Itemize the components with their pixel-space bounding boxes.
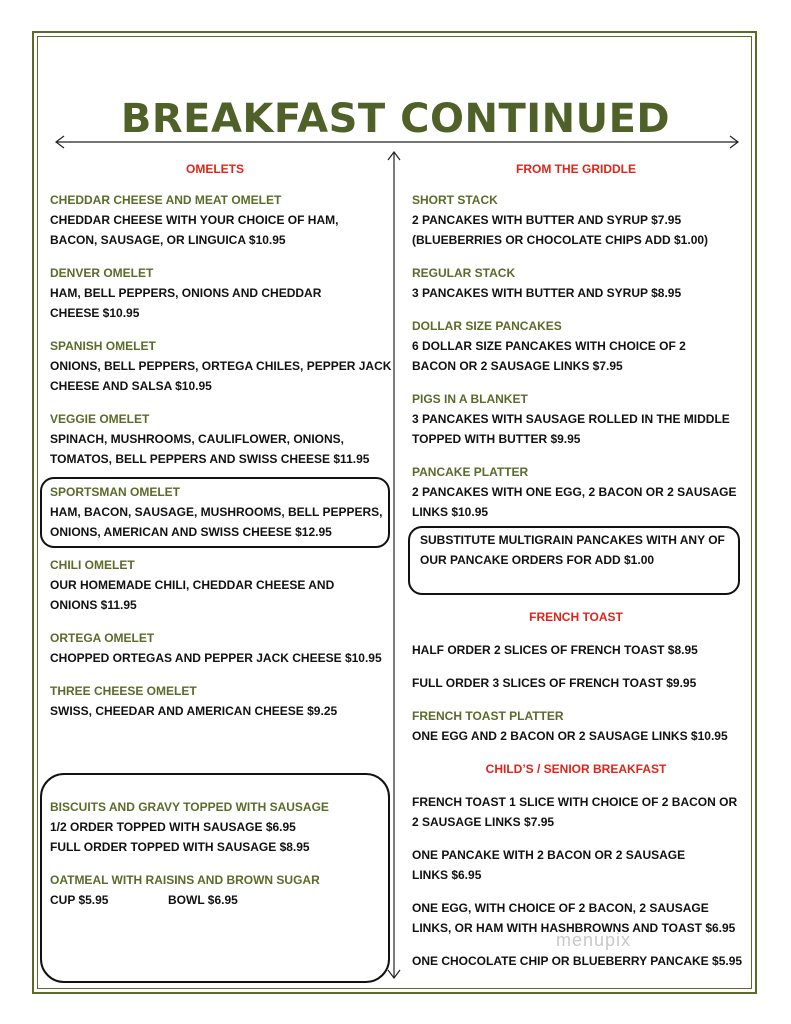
watermark: menupix [556, 930, 632, 950]
menu-item [50, 263, 380, 323]
item-desc: 3 PANCAKES WITH BUTTER AND SYRUP $8.95 [412, 286, 682, 300]
item-desc: CHEESE AND SALSA $10.95 [50, 379, 212, 393]
item-desc: BACON OR 2 SAUSAGE LINKS $7.95 [412, 359, 623, 373]
menu-item [412, 316, 747, 376]
item-desc: CHEDDAR CHEESE WITH YOUR CHOICE OF HAM, [50, 213, 339, 227]
item-name: SHORT STACK [412, 193, 498, 207]
child-item: ONE PANCAKE WITH 2 BACON OR 2 SAUSAGE [412, 848, 686, 862]
substitute-note: SUBSTITUTE MULTIGRAIN PANCAKES WITH ANY OF [420, 533, 725, 547]
child-item: ONE CHOCOLATE CHIP OR BLUEBERRY PANCAKE $5.95 [412, 954, 743, 968]
item-desc: TOPPED WITH BUTTER $9.95 [412, 432, 581, 446]
omelets-heading: OMELETS [185, 162, 244, 176]
menu-item [50, 190, 380, 250]
item-desc: CHOPPED ORTEGAS AND PEPPER JACK CHEESE $10.95 [50, 651, 382, 665]
substitute-note: OUR PANCAKE ORDERS FOR ADD $1.00 [420, 553, 655, 567]
item-desc: 2 PANCAKES WITH BUTTER AND SYRUP $7.95 [412, 213, 682, 227]
french-toast-heading: FRENCH TOAST [529, 610, 623, 624]
item-name: SPANISH OMELET [50, 339, 156, 353]
sportsman-highlight-box [40, 477, 390, 548]
item-desc: 6 DOLLAR SIZE PANCAKES WITH CHOICE OF 2 [412, 339, 686, 353]
item-desc: OUR HOMEMADE CHILI, CHEDDAR CHEESE AND [50, 578, 335, 592]
child-item: FRENCH TOAST 1 SLICE WITH CHOICE OF 2 BACON OR [412, 795, 738, 809]
menu-item [412, 462, 747, 522]
item-desc: 2 PANCAKES WITH ONE EGG, 2 BACON OR 2 SAUSAGE [412, 485, 737, 499]
item-desc: SWISS, CHEEDAR AND AMERICAN CHEESE $9.25 [50, 704, 338, 718]
menu-item [50, 628, 380, 668]
item-name: SPORTSMAN OMELET [50, 485, 181, 499]
item-desc: TOMATOS, BELL PEPPERS AND SWISS CHEESE $11.95 [50, 452, 370, 466]
menu-item [50, 681, 380, 721]
item-desc: ONIONS $11.95 [50, 598, 137, 612]
menu-item [412, 389, 747, 449]
item-desc: HAM, BELL PEPPERS, ONIONS AND CHEDDAR [50, 286, 322, 300]
item-name: VEGGIE OMELET [50, 412, 150, 426]
french-toast-full: FULL ORDER 3 SLICES OF FRENCH TOAST $9.95 [412, 676, 697, 690]
item-name: REGULAR STACK [412, 266, 516, 280]
oatmeal-cup-price: CUP $5.95 [50, 893, 109, 907]
item-name: PANCAKE PLATTER [412, 465, 529, 479]
item-name: THREE CHEESE OMELET [50, 684, 197, 698]
item-desc: SPINACH, MUSHROOMS, CAULIFLOWER, ONIONS, [50, 432, 344, 446]
child-item: 2 SAUSAGE LINKS $7.95 [412, 815, 555, 829]
item-name: PIGS IN A BLANKET [412, 392, 528, 406]
item-name: CHILI OMELET [50, 558, 135, 572]
child-item: LINKS $6.95 [412, 868, 482, 882]
item-desc: (BLUEBERRIES OR CHOCOLATE CHIPS ADD $1.00) [412, 233, 709, 247]
item-desc: 3 PANCAKES WITH SAUSAGE ROLLED IN THE MIDDLE [412, 412, 730, 426]
menu-item [50, 336, 392, 396]
item-name: CHEDDAR CHEESE AND MEAT OMELET [50, 193, 282, 207]
griddle-heading: FROM THE GRIDDLE [516, 162, 636, 176]
french-toast-platter [412, 706, 747, 746]
child-item: ONE EGG, WITH CHOICE OF 2 BACON, 2 SAUSAGE [412, 901, 709, 915]
menu-item [50, 409, 380, 469]
item-desc: LINKS $10.95 [412, 505, 489, 519]
page-title: BREAKFAST CONTINUED [120, 96, 671, 142]
child-item: LINKS, OR HAM WITH HASHBROWNS AND TOAST $6.95 [412, 921, 736, 935]
item-desc: BACON, SAUSAGE, OR LINGUICA $10.95 [50, 233, 286, 247]
item-name: ORTEGA OMELET [50, 631, 155, 645]
french-toast-half: HALF ORDER 2 SLICES OF FRENCH TOAST $8.95 [412, 643, 698, 657]
horizontal-double-arrow-icon [54, 134, 740, 150]
item-name: DOLLAR SIZE PANCAKES [412, 319, 562, 333]
child-senior-heading: CHILD’S / SENIOR BREAKFAST [485, 762, 667, 776]
item-desc: FULL ORDER TOPPED WITH SAUSAGE $8.95 [50, 840, 310, 854]
item-desc: 1/2 ORDER TOPPED WITH SAUSAGE $6.95 [50, 820, 296, 834]
item-desc: CHEESE $10.95 [50, 306, 140, 320]
menu-item [412, 190, 747, 250]
item-desc: ONIONS, AMERICAN AND SWISS CHEESE $12.95 [50, 525, 332, 539]
item-name: FRENCH TOAST PLATTER [412, 709, 564, 723]
menu-item [50, 555, 380, 615]
menu-item [412, 263, 747, 303]
item-desc: ONE EGG AND 2 BACON OR 2 SAUSAGE LINKS $10.95 [412, 729, 728, 743]
item-desc: ONIONS, BELL PEPPERS, ORTEGA CHILES, PEPPER JACK [50, 359, 392, 373]
oatmeal-bowl-price: BOWL $6.95 [168, 893, 238, 907]
biscuits-oatmeal-box [40, 773, 390, 983]
item-desc: HAM, BACON, SAUSAGE, MUSHROOMS, BELL PEPPERS, [50, 505, 383, 519]
item-name: BISCUITS AND GRAVY TOPPED WITH SAUSAGE [50, 800, 329, 814]
item-name: OATMEAL WITH RAISINS AND BROWN SUGAR [50, 873, 320, 887]
item-name: DENVER OMELET [50, 266, 154, 280]
substitute-highlight-box [408, 526, 740, 595]
